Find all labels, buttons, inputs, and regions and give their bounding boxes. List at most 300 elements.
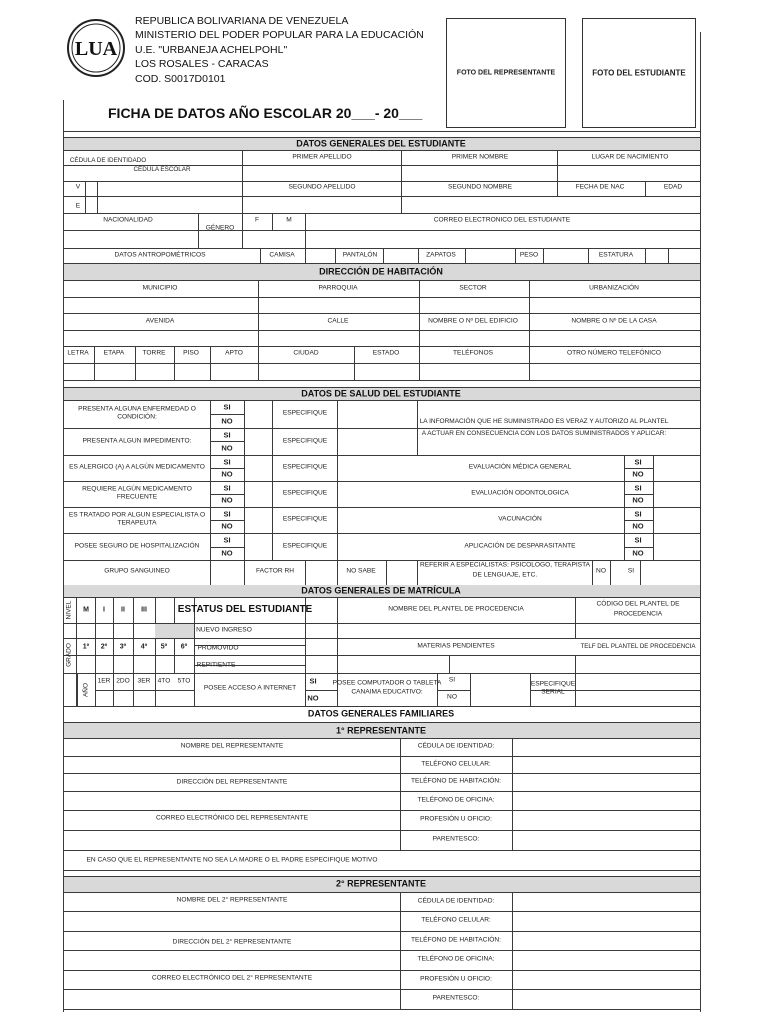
label-rep2-habitacion: TELÉFONO DE HABITACIÓN:: [410, 936, 502, 944]
label-anio: AÑO: [82, 682, 90, 698]
label-v: V: [75, 183, 81, 191]
label-especifique-row-alergico: ESPECIFIQUE: [282, 463, 328, 471]
input-segundo-nombre[interactable]: [402, 197, 556, 212]
label-anio-2: 3ER: [137, 677, 151, 685]
label-otro-telefono: OTRO NÚMERO TELEFÓNICO: [566, 349, 662, 357]
label-si-row-seguro: SI: [223, 535, 231, 545]
label-grado-3: 4º: [140, 643, 148, 651]
label-cedula-escolar: CÉDULA ESCOLAR: [133, 165, 191, 173]
input-rep1-oficina[interactable]: [513, 792, 699, 809]
label-motivo: EN CASO QUE EL REPRESENTANTE NO SEA LA MADRE O EL PADRE ESPECIFIQUE MOTIVO: [86, 856, 378, 864]
input-serial[interactable]: [576, 674, 699, 705]
rule-v: [417, 400, 418, 455]
label-camisa: CAMISA: [269, 251, 295, 259]
checkbox-si-auth-desparasitante[interactable]: [654, 534, 699, 546]
label-e: E: [75, 202, 81, 210]
rule-v: [335, 248, 336, 263]
label-nivel-0: M: [83, 606, 89, 614]
checkbox-no-row-alergico[interactable]: [245, 469, 271, 480]
rule-h: [63, 213, 700, 214]
checkbox-no-sabe[interactable]: [387, 561, 416, 584]
label-rep2-profesion: PROFESIÓN U OFICIO:: [420, 975, 492, 983]
checkbox-no-row-impedimento[interactable]: [245, 443, 271, 455]
label-f: F: [254, 216, 260, 224]
label-si-auth-eval-medica: SI: [634, 457, 642, 467]
institution-header: [135, 14, 424, 86]
checkbox-si-row-medicamento[interactable]: [245, 482, 271, 493]
label-si-row-alergico: SI: [223, 457, 231, 467]
input-rep1-celular[interactable]: [513, 757, 699, 772]
input-especifique-row-especialista[interactable]: [338, 508, 416, 532]
input-telf-plantel[interactable]: [576, 656, 699, 672]
input-edificio[interactable]: [420, 331, 528, 345]
label-estado: ESTADO: [372, 349, 400, 357]
rule-v: [337, 560, 338, 585]
rule-v: [77, 673, 78, 706]
rule-h: [194, 655, 305, 656]
label-antropometricos: DATOS ANTROPOMÉTRICOS: [114, 251, 206, 259]
input-factor-rh[interactable]: [306, 561, 336, 584]
rule-h: [63, 248, 700, 249]
label-correo: CORREO ELECTRONICO DEL ESTUDIANTE: [433, 216, 571, 224]
label-rep2-celular: TELÉFONO CELULAR:: [421, 916, 491, 924]
label-si-row-enfermedad: SI: [223, 402, 231, 412]
label-edad: EDAD: [663, 183, 683, 191]
checkbox-si-row-impedimento[interactable]: [245, 429, 271, 441]
rule-h: [63, 346, 700, 347]
label-especifique-row-seguro: ESPECIFIQUE: [282, 542, 328, 550]
checkbox-no-auth-eval-odonto[interactable]: [654, 495, 699, 506]
label-grado-0: 1º: [82, 643, 90, 651]
input-direccion-rep[interactable]: [64, 792, 399, 809]
input-estado[interactable]: [355, 364, 418, 379]
section-title-rep2: 2° REPRESENTANTE: [336, 878, 426, 889]
input-nombre-rep[interactable]: [64, 757, 399, 772]
label-segundo-nombre: SEGUNDO NOMBRE: [447, 183, 513, 191]
label-referir-no: NO: [596, 567, 606, 575]
checkbox-si-auth-vacunacion[interactable]: [654, 508, 699, 519]
rule-v: [94, 346, 95, 380]
input-codigo-plantel[interactable]: [576, 624, 699, 637]
rule-v: [592, 560, 593, 585]
rule-h: [63, 1009, 700, 1010]
checkbox-si-auth-eval-medica[interactable]: [654, 456, 699, 467]
input-rep2-habitacion[interactable]: [513, 932, 699, 949]
section-title-matricula: DATOS GENERALES DE MATRÍCULA: [301, 585, 461, 596]
input-rep1-habitacion[interactable]: [513, 774, 699, 790]
input-materias-2[interactable]: [450, 656, 574, 672]
label-internet-si: SI: [309, 676, 317, 686]
input-edad[interactable]: [646, 197, 699, 212]
checkbox-computador-si[interactable]: [471, 674, 529, 689]
label-si-auth-eval-odonto: SI: [634, 483, 642, 493]
rule-v: [337, 597, 338, 706]
rule-v: [305, 248, 306, 263]
label-internet-no: NO: [307, 693, 319, 703]
label-nuevo-ingreso: NUEVO INGRESO: [196, 626, 252, 634]
label-no-row-medicamento: NO: [221, 495, 233, 505]
rule-v: [515, 248, 516, 263]
checkbox-no-row-medicamento[interactable]: [245, 495, 271, 506]
input-correo[interactable]: [306, 231, 699, 247]
rule-v: [198, 213, 199, 248]
label-no-auth-desparasitante: NO: [632, 548, 644, 558]
input-sector[interactable]: [420, 298, 528, 312]
input-rep2-oficina[interactable]: [513, 951, 699, 969]
label-primer-nombre: PRIMER NOMBRE: [451, 153, 509, 161]
label-row-especialista-1: ES TRATADO POR ALGUN ESPECIALISTA O: [68, 511, 206, 519]
form-title: FICHA DE DATOS AÑO ESCOLAR 20___- 20___: [108, 105, 423, 121]
label-computador-2: CANAIMA EDUCATIVO:: [351, 688, 423, 696]
input-especifique-row-seguro[interactable]: [338, 534, 416, 559]
label-si-row-medicamento: SI: [223, 483, 231, 493]
checkbox-no-row-enfermedad[interactable]: [245, 415, 271, 427]
label-casa: NOMBRE O Nº DE LA CASA: [571, 317, 657, 325]
input-direccion-rep2[interactable]: [64, 951, 399, 969]
checkbox-si-row-especialista[interactable]: [245, 508, 271, 519]
input-motivo[interactable]: [401, 851, 699, 869]
rule-v: [668, 248, 669, 263]
label-repitiente: REPITIENTE: [196, 661, 236, 669]
rule-v: [557, 181, 558, 196]
frame-right: [700, 32, 701, 1012]
rule-v: [260, 248, 261, 263]
label-auth-desparasitante: APLICACIÓN DE DESPARASITANTE: [464, 542, 576, 550]
input-especifique-row-impedimento[interactable]: [338, 429, 416, 454]
label-direccion-rep2: DIRECCIÓN DEL 2° REPRESENTANTE: [172, 938, 292, 946]
label-especifique-row-enfermedad: ESPECIFIQUE: [282, 409, 328, 417]
rule-v: [543, 248, 544, 263]
rule-v: [465, 248, 466, 263]
label-row-medicamento-1: REQUIERE ALGÚN MEDICAMENTO: [82, 485, 192, 493]
input-rep2-cedula[interactable]: [513, 893, 699, 910]
label-ciudad: CIUDAD: [293, 349, 319, 357]
section-title-generales: DATOS GENERALES DEL ESTUDIANTE: [296, 138, 466, 148]
label-grupo-sanguineo: GRUPO SANGUINEO: [104, 567, 170, 575]
rule-h: [63, 870, 700, 871]
label-internet: POSEE ACCESO A INTERNET: [203, 684, 297, 692]
photo-representative-label: FOTO DEL REPRESENTANTE: [456, 69, 556, 77]
label-nivel-3: III: [141, 606, 147, 614]
label-grado-2: 3º: [119, 643, 127, 651]
photo-student-box[interactable]: [582, 18, 696, 128]
label-referir-1: REFERIR A ESPECIALISTAS: PSICOLOGO, TERAPISTA: [419, 561, 591, 569]
rule-v: [400, 892, 401, 1009]
rule-v: [174, 346, 175, 380]
checkbox-no-row-especialista[interactable]: [245, 521, 271, 532]
label-piso: PISO: [183, 349, 199, 357]
section-title-rep1: 1° REPRESENTANTE: [336, 725, 426, 735]
input-municipio[interactable]: [64, 298, 257, 312]
input-urbanizacion[interactable]: [530, 298, 699, 312]
rule-h: [63, 280, 700, 281]
rule-h: [63, 380, 700, 381]
label-especifique-row-especialista: ESPECIFIQUE: [282, 515, 328, 523]
rule-v: [417, 560, 418, 585]
label-rep2-cedula: CÉDULA DE IDENTIDAD:: [417, 897, 495, 905]
label-anio-0: 1ER: [97, 677, 111, 685]
label-telefonos: TELÉFONOS: [453, 349, 493, 357]
label-nombre-rep2: NOMBRE DEL 2° REPRESENTANTE: [176, 896, 288, 904]
label-row-impedimento: PRESENTA ALGUN IMPEDIMENTO:: [82, 437, 192, 445]
label-info-1: LA INFORMACIÓN QUE HE SUMINISTRADO ES VERAZ Y AUTORIZO AL PLANTEL: [419, 417, 669, 425]
photo-student-label: FOTO DEL ESTUDIANTE: [592, 68, 686, 78]
label-avenida: AVENIDA: [145, 317, 175, 325]
label-auth-eval-medica: EVALUACIÓN MÉDICA GENERAL: [468, 463, 572, 471]
rule-v: [640, 560, 641, 585]
rule-h: [63, 150, 700, 151]
label-grado: GRADO: [65, 643, 73, 667]
label-nombre-rep: NOMBRE DEL REPRESENTANTE: [180, 742, 284, 750]
rule-h: [63, 706, 700, 707]
input-correo-rep[interactable]: [64, 831, 399, 849]
label-si-row-impedimento: SI: [223, 430, 231, 440]
label-grado-5: 6º: [180, 643, 188, 651]
label-grado-4: 5º: [160, 643, 168, 651]
input-materias-1[interactable]: [338, 656, 448, 672]
checkbox-computador-no[interactable]: [471, 691, 529, 705]
input-calle[interactable]: [259, 331, 418, 345]
label-rep1-oficina: TELÉFONO DE OFICINA:: [417, 796, 495, 804]
label-promovido: PROMOVIDO: [197, 644, 239, 652]
rule-h: [63, 638, 700, 639]
checkbox-f[interactable]: [243, 231, 271, 247]
header-line-4: LOS ROSALES - CARACAS: [135, 58, 269, 71]
label-anio-4: 5TO: [177, 677, 191, 685]
label-si-row-especialista: SI: [223, 509, 231, 519]
rule-v: [113, 597, 114, 673]
label-si-auth-desparasitante: SI: [634, 535, 642, 545]
label-computador-no: NO: [447, 693, 457, 701]
rule-v: [624, 455, 625, 560]
label-no-row-impedimento: NO: [221, 443, 233, 453]
label-plantel: NOMBRE DEL PLANTEL DE PROCEDENCIA: [388, 605, 524, 613]
rule-v: [210, 346, 211, 380]
checkbox-repitiente[interactable]: [306, 656, 336, 672]
input-nombre-rep2[interactable]: [64, 912, 399, 930]
input-nacionalidad[interactable]: [64, 231, 197, 247]
label-especifique-serial-2: SERIAL: [541, 688, 565, 696]
rule-h: [63, 876, 700, 877]
checkbox-si-row-alergico[interactable]: [245, 456, 271, 467]
label-nivel: NIVEL: [65, 600, 73, 620]
label-rep2-parentesco: PARENTESCO:: [432, 994, 480, 1002]
header-line-3: U.E. "URBANEJA ACHELPOHL": [135, 43, 288, 56]
rule-v: [383, 248, 384, 263]
input-lugar-nacimiento[interactable]: [558, 166, 699, 180]
label-letra: LETRA: [67, 349, 89, 357]
label-materias: MATERIAS PENDIENTES: [417, 642, 495, 650]
label-grado-1: 2º: [100, 643, 108, 651]
checkbox-internet-no[interactable]: [321, 691, 336, 705]
header-line-2: MINISTERIO DEL PODER POPULAR PARA LA EDUCACIÓN: [135, 29, 424, 42]
label-cedula-identidad: CÉDULA DE IDENTIDADO: [69, 156, 147, 164]
label-auth-vacunacion: VACUNACIÓN: [498, 515, 542, 523]
school-logo: [66, 18, 126, 78]
label-referir-2: DE LENGUAJE, ETC.: [472, 571, 538, 579]
rule-h: [63, 313, 700, 314]
label-nivel-2: II: [121, 606, 125, 614]
label-info-2: A ACTUAR EN CONSECUENCIA CON LOS DATOS SUMINISTRADOS Y APLICAR:: [421, 429, 667, 437]
label-row-enfermedad-1: PRESENTA ALGUNA ENFERMEDAD O: [78, 405, 196, 413]
rule-v: [530, 673, 531, 706]
header-line-1: REPUBLICA BOLIVARIANA DE VENEZUELA: [135, 15, 349, 27]
input-rep1-parentesco[interactable]: [513, 831, 699, 849]
label-row-medicamento-2: FRECUENTE: [116, 493, 158, 501]
label-anio-3: 4TO: [157, 677, 171, 685]
label-nivel-1: I: [103, 606, 105, 614]
checkbox-promovido[interactable]: [306, 639, 336, 654]
label-no-row-enfermedad: NO: [221, 416, 233, 426]
label-primer-apellido: PRIMER APELLIDO: [292, 153, 352, 161]
input-rep1-cedula[interactable]: [513, 739, 699, 755]
label-rep2-oficina: TELÉFONO DE OFICINA:: [417, 955, 495, 963]
label-rep1-celular: TELÉFONO CELULAR:: [421, 760, 491, 768]
frame-top: [63, 131, 700, 132]
input-avenida[interactable]: [64, 331, 257, 345]
input-telefonos[interactable]: [420, 364, 528, 379]
label-direccion-rep: DIRECCIÓN DEL REPRESENTANTE: [176, 778, 288, 786]
rule-v: [85, 181, 86, 213]
input-ciudad[interactable]: [259, 364, 353, 379]
checkbox-no-auth-vacunacion[interactable]: [654, 521, 699, 532]
input-especifique-row-alergico[interactable]: [338, 456, 416, 480]
checkbox-si-auth-eval-odonto[interactable]: [654, 482, 699, 493]
label-row-alergico: ES ALERGICO (A) A ALGÚN MEDICAMENTO: [69, 463, 205, 471]
input-primer-apellido[interactable]: [243, 166, 400, 180]
label-m: M: [286, 216, 292, 224]
rule-v: [210, 400, 211, 585]
label-edificio: NOMBRE O Nº DEL EDIFICIO: [428, 317, 518, 325]
input-segundo-apellido[interactable]: [243, 197, 400, 212]
rule-v: [588, 248, 589, 263]
checkbox-no-row-seguro[interactable]: [245, 548, 271, 560]
label-nacionalidad: NACIONALIDAD: [103, 216, 153, 224]
label-row-enfermedad-2: CONDICIÓN:: [117, 413, 157, 421]
label-telf-plantel: TELF DEL PLANTEL DE PROCEDENCIA: [580, 642, 696, 650]
input-especifique-row-medicamento[interactable]: [338, 482, 416, 506]
input-fecha-nac[interactable]: [558, 197, 644, 212]
checkbox-m[interactable]: [273, 231, 304, 247]
section-title-salud: DATOS DE SALUD DEL ESTUDIANTE: [301, 388, 461, 398]
checkbox-si-row-seguro[interactable]: [245, 534, 271, 546]
label-estatus: ESTATUS DEL ESTUDIANTE: [177, 604, 313, 615]
label-genero: GÉNERO: [205, 224, 235, 232]
checkbox-nuevo-ingreso[interactable]: [306, 624, 336, 637]
rule-v: [400, 738, 401, 850]
rule-v: [645, 181, 646, 196]
label-municipio: MUNICIPIO: [142, 284, 178, 292]
rule-h: [210, 414, 244, 415]
input-cedula-v[interactable]: [98, 182, 241, 195]
label-no-auth-vacunacion: NO: [632, 521, 644, 531]
label-rep1-habitacion: TELÉFONO DE HABITACIÓN:: [410, 777, 502, 785]
label-no-row-especialista: NO: [221, 521, 233, 531]
rule-h: [63, 560, 700, 561]
rule-v: [610, 560, 611, 585]
label-especifique-row-impedimento: ESPECIFIQUE: [282, 437, 328, 445]
label-apto: APTO: [225, 349, 243, 357]
input-primer-nombre[interactable]: [402, 166, 556, 180]
label-no-row-alergico: NO: [221, 469, 233, 479]
input-otro-telefono[interactable]: [530, 364, 699, 379]
header-line-5: COD. S0017D0101: [135, 72, 226, 85]
label-lugar-nacimiento: LUGAR DE NACIMIENTO: [591, 153, 669, 161]
rule-v: [95, 597, 96, 673]
input-rep1-profesion[interactable]: [513, 811, 699, 829]
label-computador-1: POSEE COMPUTADOR O TABLETA: [332, 679, 442, 687]
label-row-especialista-2: TERAPEUTA: [117, 519, 157, 527]
label-auth-eval-odonto: EVALUACIÓN ODONTOLOGICA: [471, 489, 569, 497]
input-cedula-e[interactable]: [98, 197, 241, 212]
rule-v: [272, 213, 273, 230]
label-peso: PESO: [519, 251, 539, 259]
label-referir-si: SI: [627, 567, 635, 575]
label-zapatos: ZAPATOS: [426, 251, 456, 259]
label-especifique-serial-1: ESPECIFIQUE: [530, 680, 576, 688]
label-no-row-seguro: NO: [221, 548, 233, 558]
label-rep1-parentesco: PARENTESCO:: [432, 835, 480, 843]
label-rep1-cedula: CÉDULA DE IDENTIDAD:: [417, 742, 495, 750]
rule-v: [272, 400, 273, 560]
rule-v: [645, 248, 646, 263]
label-correo-rep: CORREO ELECTRÓNICO DEL REPRESENTANTE: [155, 814, 309, 822]
label-pantalon: PANTALÓN: [342, 251, 378, 259]
label-no-auth-eval-medica: NO: [632, 469, 644, 479]
logo-text: LUA: [74, 38, 118, 60]
input-rep2-celular[interactable]: [513, 912, 699, 930]
label-codigo-1: CÓDIGO DEL PLANTEL DE: [596, 600, 680, 608]
label-correo-rep2: CORREO ELECTRÓNICO DEL 2° REPRESENTANTE: [151, 974, 313, 982]
input-rep2-parentesco[interactable]: [513, 990, 699, 1008]
section-title-habitacion: DIRECCIÓN DE HABITACIÓN: [319, 266, 443, 277]
checkbox-no-auth-desparasitante[interactable]: [654, 548, 699, 560]
rule-h: [95, 690, 194, 691]
photo-representative-box[interactable]: [446, 18, 566, 128]
label-no-auth-eval-odonto: NO: [632, 495, 644, 505]
label-urbanizacion: URBANIZACIÓN: [589, 284, 639, 292]
rule-h: [63, 597, 700, 598]
rule-h: [210, 441, 244, 442]
input-grupo-sanguineo[interactable]: [211, 561, 243, 584]
input-rep2-profesion[interactable]: [513, 971, 699, 988]
label-fecha-nac: FECHA DE NAC: [575, 183, 625, 191]
input-casa[interactable]: [530, 331, 699, 345]
label-sector: SECTOR: [459, 284, 487, 292]
checkbox-si-row-enfermedad[interactable]: [245, 401, 271, 413]
label-si-auth-vacunacion: SI: [634, 509, 642, 519]
label-especifique-row-medicamento: ESPECIFIQUE: [282, 489, 328, 497]
label-row-seguro: POSEE SEGURO DE HOSPITALIZACIÓN: [74, 542, 200, 550]
input-correo-rep2[interactable]: [64, 990, 399, 1008]
checkbox-no-auth-eval-medica[interactable]: [654, 469, 699, 480]
input-especifique-row-enfermedad[interactable]: [338, 401, 416, 427]
label-torre: TORRE: [142, 349, 166, 357]
label-factor-rh: FACTOR RH: [256, 567, 294, 575]
label-anio-1: 2DO: [116, 677, 130, 685]
label-etapa: ETAPA: [103, 349, 125, 357]
input-plantel[interactable]: [338, 624, 574, 637]
rule-v: [437, 673, 438, 706]
label-estatura: ESTATURA: [598, 251, 634, 259]
rule-v: [133, 597, 134, 638]
rule-v: [135, 346, 136, 380]
rule-v: [418, 248, 419, 263]
label-segundo-apellido: SEGUNDO APELLIDO: [288, 183, 356, 191]
rule-h: [437, 690, 470, 691]
input-parroquia[interactable]: [259, 298, 418, 312]
label-no-sabe: NO SABE: [346, 567, 376, 575]
